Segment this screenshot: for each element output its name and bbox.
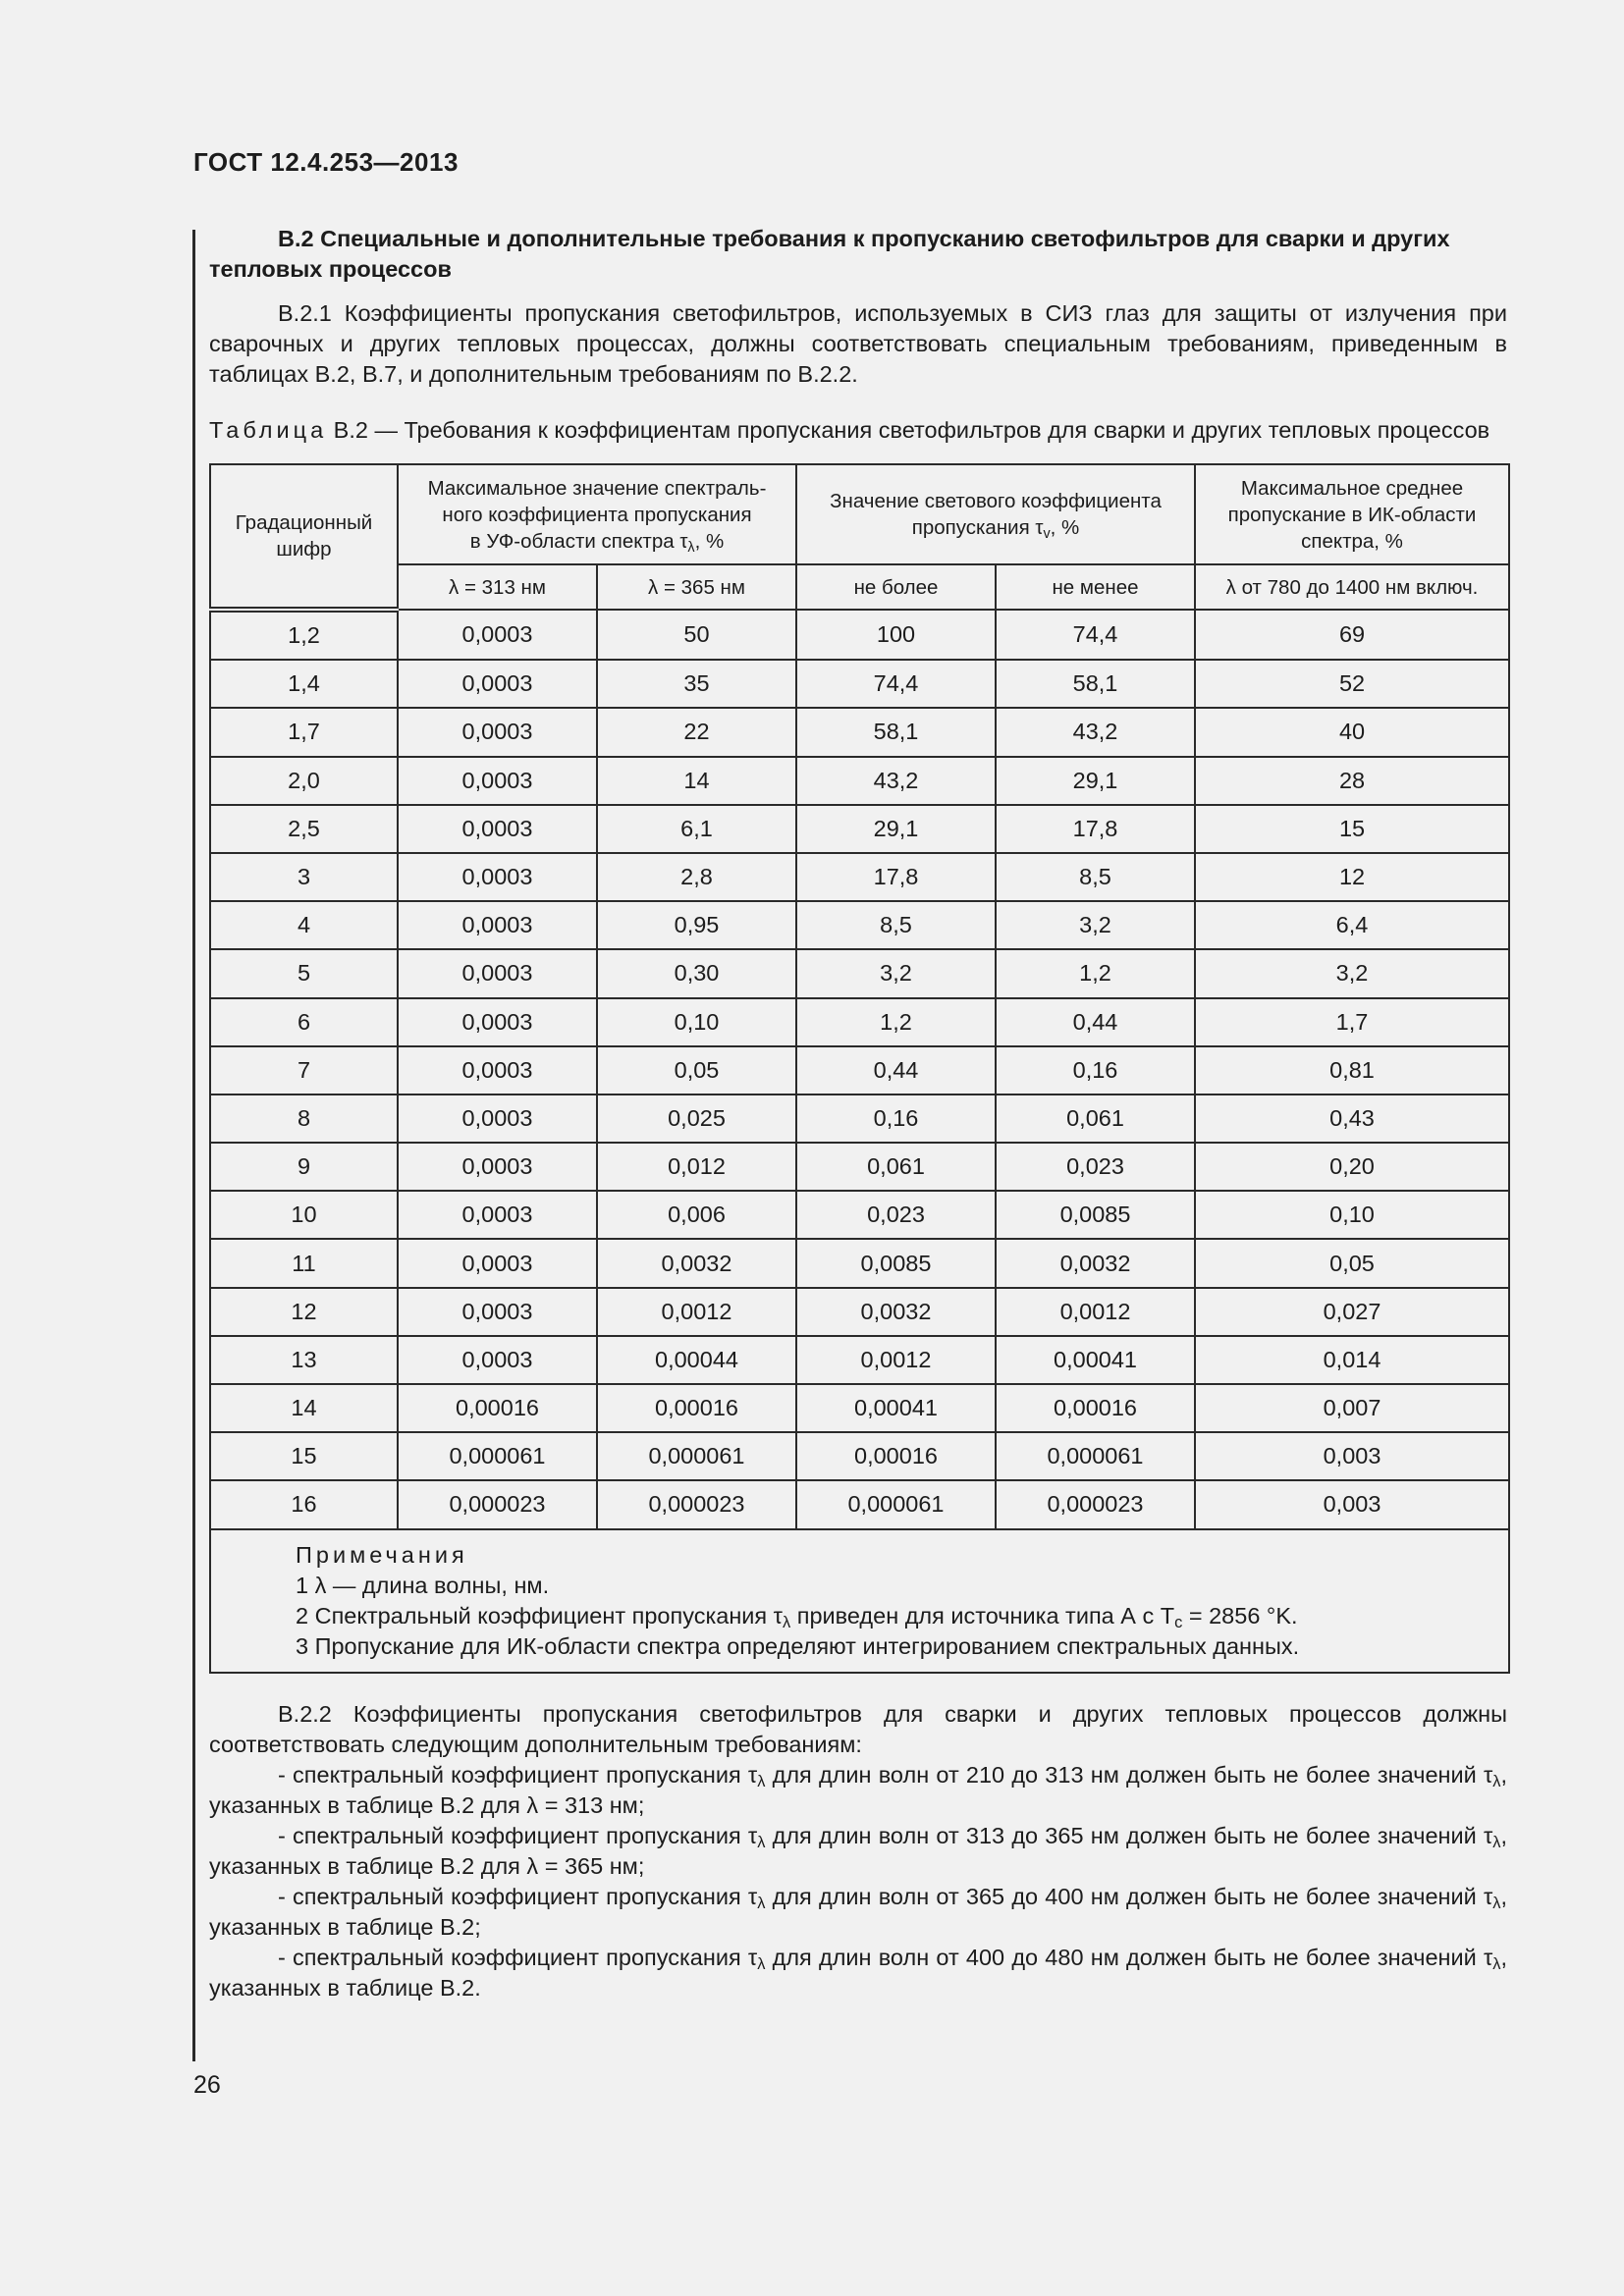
table-cell: 0,00016 xyxy=(796,1432,996,1480)
table-row xyxy=(210,610,1509,660)
table-cell: 0,0003 xyxy=(398,901,597,949)
table-cell: 0,20 xyxy=(1195,1143,1509,1191)
table-row xyxy=(210,1384,1509,1432)
table-row xyxy=(210,1143,1509,1191)
table-cell: 16 xyxy=(210,1480,398,1528)
table-cell: 0,025 xyxy=(597,1095,796,1143)
table-cell: 58,1 xyxy=(996,660,1195,708)
table-cell: 0,30 xyxy=(597,949,796,997)
header-ir-group: Максимальное среднее пропускание в ИК-области спектра, % xyxy=(1195,464,1509,564)
requirement-item: - спектральный коэффициент пропускания $\tau_\lambda$ для длин волн от 400 до 480 нм должен быть не более значений $\tau_\lambda$, указанных в таблице В.2. xyxy=(209,1944,1507,2001)
note-2: 2 Спектральный коэффициент пропускания $\tau_\lambda$ приведен для источника типа А с $Т_c = 2856$ °K. xyxy=(296,1602,1298,1631)
document-code: ГОСТ 12.4.253—2013 xyxy=(193,147,459,177)
header-visible-group: Значение светового коэффициента пропускания $\tau_v$, % xyxy=(796,464,1195,564)
requirements-list xyxy=(209,1760,1507,2003)
table-cell: 0,0003 xyxy=(398,708,597,756)
table-cell: 0,012 xyxy=(597,1143,796,1191)
table-cell: 13 xyxy=(210,1336,398,1384)
table-cell: 4 xyxy=(210,901,398,949)
table-cell: 0,006 xyxy=(597,1191,796,1239)
table-cell: 0,16 xyxy=(996,1046,1195,1095)
section-title: В.2 Специальные и дополнительные требования к пропусканию светофильтров для сварки и других тепловых процессов xyxy=(209,226,1450,282)
table-cell: 0,000023 xyxy=(996,1480,1195,1528)
table-row xyxy=(210,949,1509,997)
table-cell: 22 xyxy=(597,708,796,756)
table-cell: 69 xyxy=(1195,610,1509,660)
table-row xyxy=(210,757,1509,805)
table-cell: 0,023 xyxy=(996,1143,1195,1191)
table-cell: 14 xyxy=(210,1384,398,1432)
table-cell: 0,81 xyxy=(1195,1046,1509,1095)
table-cell: 0,00044 xyxy=(597,1336,796,1384)
table-cell: 100 xyxy=(796,610,996,660)
table-cell: 17,8 xyxy=(796,853,996,901)
table-cell: 50 xyxy=(597,610,796,660)
table-cell: 0,0032 xyxy=(796,1288,996,1336)
table-cell: 29,1 xyxy=(796,805,996,853)
table-row xyxy=(210,1095,1509,1143)
table-cell: 0,0003 xyxy=(398,757,597,805)
table-body xyxy=(210,610,1509,1529)
table-cell: 0,0003 xyxy=(398,1191,597,1239)
table-cell: 0,0012 xyxy=(597,1288,796,1336)
table-cell: 0,95 xyxy=(597,901,796,949)
requirement-item: - спектральный коэффициент пропускания $\tau_\lambda$ для длин волн от 365 до 400 нм должен быть не более значений $\tau_\lambda$, указанных в таблице В.2; xyxy=(209,1883,1507,1940)
table-cell: 40 xyxy=(1195,708,1509,756)
table-row xyxy=(210,853,1509,901)
table-cell: 0,05 xyxy=(1195,1239,1509,1287)
table-cell: 1,2 xyxy=(210,610,398,660)
table-cell: 0,0032 xyxy=(597,1239,796,1287)
table-cell: 12 xyxy=(210,1288,398,1336)
table-cell: 0,00041 xyxy=(796,1384,996,1432)
table-cell: 0,000061 xyxy=(796,1480,996,1528)
table-cell: 2,5 xyxy=(210,805,398,853)
table-cell: 15 xyxy=(210,1432,398,1480)
table-cell: 29,1 xyxy=(996,757,1195,805)
table-cell: 0,007 xyxy=(1195,1384,1509,1432)
table-cell: 0,10 xyxy=(1195,1191,1509,1239)
table-cell: 0,00016 xyxy=(398,1384,597,1432)
table-cell: 6,1 xyxy=(597,805,796,853)
page-content xyxy=(209,224,1507,2003)
table-cell: 43,2 xyxy=(796,757,996,805)
table-cell: 8 xyxy=(210,1095,398,1143)
table-cell: 52 xyxy=(1195,660,1509,708)
table-cell: 5 xyxy=(210,949,398,997)
table-row xyxy=(210,1336,1509,1384)
table-cell: 0,0012 xyxy=(996,1288,1195,1336)
table-cell: 0,0032 xyxy=(996,1239,1195,1287)
table-cell: 58,1 xyxy=(796,708,996,756)
table-cell: 0,000061 xyxy=(398,1432,597,1480)
table-notes xyxy=(210,1529,1509,1673)
table-cell: 0,0085 xyxy=(996,1191,1195,1239)
table-cell: 0,0003 xyxy=(398,949,597,997)
table-cell: 11 xyxy=(210,1239,398,1287)
table-row xyxy=(210,805,1509,853)
table-cell: 0,0003 xyxy=(398,1046,597,1095)
table-cell: 0,00041 xyxy=(996,1336,1195,1384)
table-cell: 74,4 xyxy=(796,660,996,708)
table-cell: 0,0003 xyxy=(398,1288,597,1336)
header-uv-group: Максимальное значение спектраль-ного коэффициента пропускания в УФ-области спектра $\tau_\lambda$, % xyxy=(398,464,796,564)
table-cell: 0,000023 xyxy=(398,1480,597,1528)
header-gradation: Градационный шифр xyxy=(210,464,398,610)
paragraph-b21: В.2.1 Коэффициенты пропускания светофильтров, используемых в СИЗ глаз для защиты от излучения при сварочных и других тепловых процессах, должны соответствовать специальным требованиям, приведенным в таблицах В.2, В.7, и дополнительным требованиям по В.2.2. xyxy=(209,300,1507,387)
table-cell: 1,2 xyxy=(796,998,996,1046)
table-cell: 3,2 xyxy=(996,901,1195,949)
table-cell: 0,0003 xyxy=(398,853,597,901)
table-cell: 6,4 xyxy=(1195,901,1509,949)
table-cell: 0,0085 xyxy=(796,1239,996,1287)
table-cell: 0,000061 xyxy=(996,1432,1195,1480)
table-cell: 1,2 xyxy=(996,949,1195,997)
table-cell: 0,027 xyxy=(1195,1288,1509,1336)
paragraph-b22 xyxy=(209,1699,1507,2003)
table-cell: 0,43 xyxy=(1195,1095,1509,1143)
table-cell: 0,0003 xyxy=(398,1336,597,1384)
table-cell: 0,014 xyxy=(1195,1336,1509,1384)
table-cell: 10 xyxy=(210,1191,398,1239)
table-row xyxy=(210,1046,1509,1095)
table-cell: 3,2 xyxy=(796,949,996,997)
table-cell: 0,44 xyxy=(996,998,1195,1046)
table-cell: 1,4 xyxy=(210,660,398,708)
table-cell: 0,061 xyxy=(996,1095,1195,1143)
table-cell: 0,00016 xyxy=(597,1384,796,1432)
table-cell: 17,8 xyxy=(996,805,1195,853)
table-cell: 3,2 xyxy=(1195,949,1509,997)
table-cell: 2,0 xyxy=(210,757,398,805)
table-cell: 0,0003 xyxy=(398,1239,597,1287)
subheader-313: λ = 313 нм xyxy=(398,564,597,610)
table-cell: 1,7 xyxy=(210,708,398,756)
table-cell: 2,8 xyxy=(597,853,796,901)
note-3: 3 Пропускание для ИК-области спектра определяют интегрированием спектральных данных. xyxy=(296,1632,1300,1659)
table-cell: 7 xyxy=(210,1046,398,1095)
table-cell: 0,0003 xyxy=(398,610,597,660)
table-cell: 14 xyxy=(597,757,796,805)
requirement-item: - спектральный коэффициент пропускания $\tau_\lambda$ для длин волн от 313 до 365 нм должен быть не более значений $\tau_\lambda$, указанных в таблице В.2 для λ = 365 нм; xyxy=(209,1822,1507,1879)
table-cell: 6 xyxy=(210,998,398,1046)
subheader-max: не более xyxy=(796,564,996,610)
table-caption-label: Таблица xyxy=(209,417,328,443)
table-cell: 0,0003 xyxy=(398,998,597,1046)
table-cell: 0,000061 xyxy=(597,1432,796,1480)
table-cell: 9 xyxy=(210,1143,398,1191)
table-cell: 0,00016 xyxy=(996,1384,1195,1432)
table-cell: 0,05 xyxy=(597,1046,796,1095)
table-row xyxy=(210,1191,1509,1239)
table-cell: 12 xyxy=(1195,853,1509,901)
change-bar xyxy=(192,230,195,2061)
table-cell: 8,5 xyxy=(996,853,1195,901)
table-row xyxy=(210,708,1509,756)
table-row xyxy=(210,660,1509,708)
table-cell: 3 xyxy=(210,853,398,901)
table-cell: 15 xyxy=(1195,805,1509,853)
paragraph-b22-intro: В.2.2 Коэффициенты пропускания светофильтров для сварки и других тепловых процессов должны соответствовать следующим дополнительным требованиям: xyxy=(209,1700,1507,1757)
table-cell: 1,7 xyxy=(1195,998,1509,1046)
table-row xyxy=(210,1288,1509,1336)
subheader-min: не менее xyxy=(996,564,1195,610)
table-cell: 28 xyxy=(1195,757,1509,805)
table-cell: 74,4 xyxy=(996,610,1195,660)
table-cell: 0,003 xyxy=(1195,1432,1509,1480)
table-cell: 0,0003 xyxy=(398,1143,597,1191)
subheader-365: λ = 365 нм xyxy=(597,564,796,610)
notes-title: Примечания xyxy=(296,1541,468,1568)
table-row xyxy=(210,1432,1509,1480)
subheader-ir-range: λ от 780 до 1400 нм включ. xyxy=(1195,564,1509,610)
table-cell: 8,5 xyxy=(796,901,996,949)
table-cell: 43,2 xyxy=(996,708,1195,756)
table-cell: 0,023 xyxy=(796,1191,996,1239)
table-cell: 0,44 xyxy=(796,1046,996,1095)
table-cell: 0,0003 xyxy=(398,805,597,853)
requirement-item: - спектральный коэффициент пропускания $\tau_\lambda$ для длин волн от 210 до 313 нм должен быть не более значений $\tau_\lambda$, указанных в таблице В.2 для λ = 313 нм; xyxy=(209,1761,1507,1818)
table-caption-text: В.2 — Требования к коэффициентам пропускания светофильтров для сварки и других тепловых процессов xyxy=(327,417,1490,443)
table-cell: 0,0003 xyxy=(398,1095,597,1143)
table-cell: 0,0003 xyxy=(398,660,597,708)
table-cell: 0,10 xyxy=(597,998,796,1046)
table-row xyxy=(210,1480,1509,1528)
transmission-table xyxy=(209,463,1510,1674)
table-row xyxy=(210,1239,1509,1287)
table-cell: 0,16 xyxy=(796,1095,996,1143)
table-row xyxy=(210,998,1509,1046)
table-caption xyxy=(209,415,1507,446)
table-row xyxy=(210,901,1509,949)
table-cell: 0,003 xyxy=(1195,1480,1509,1528)
table-cell: 0,0012 xyxy=(796,1336,996,1384)
note-1: 1 λ — длина волны, нм. xyxy=(296,1572,550,1598)
table-cell: 35 xyxy=(597,660,796,708)
page-number: 26 xyxy=(193,2071,221,2099)
table-cell: 0,061 xyxy=(796,1143,996,1191)
table-cell: 0,000023 xyxy=(597,1480,796,1528)
